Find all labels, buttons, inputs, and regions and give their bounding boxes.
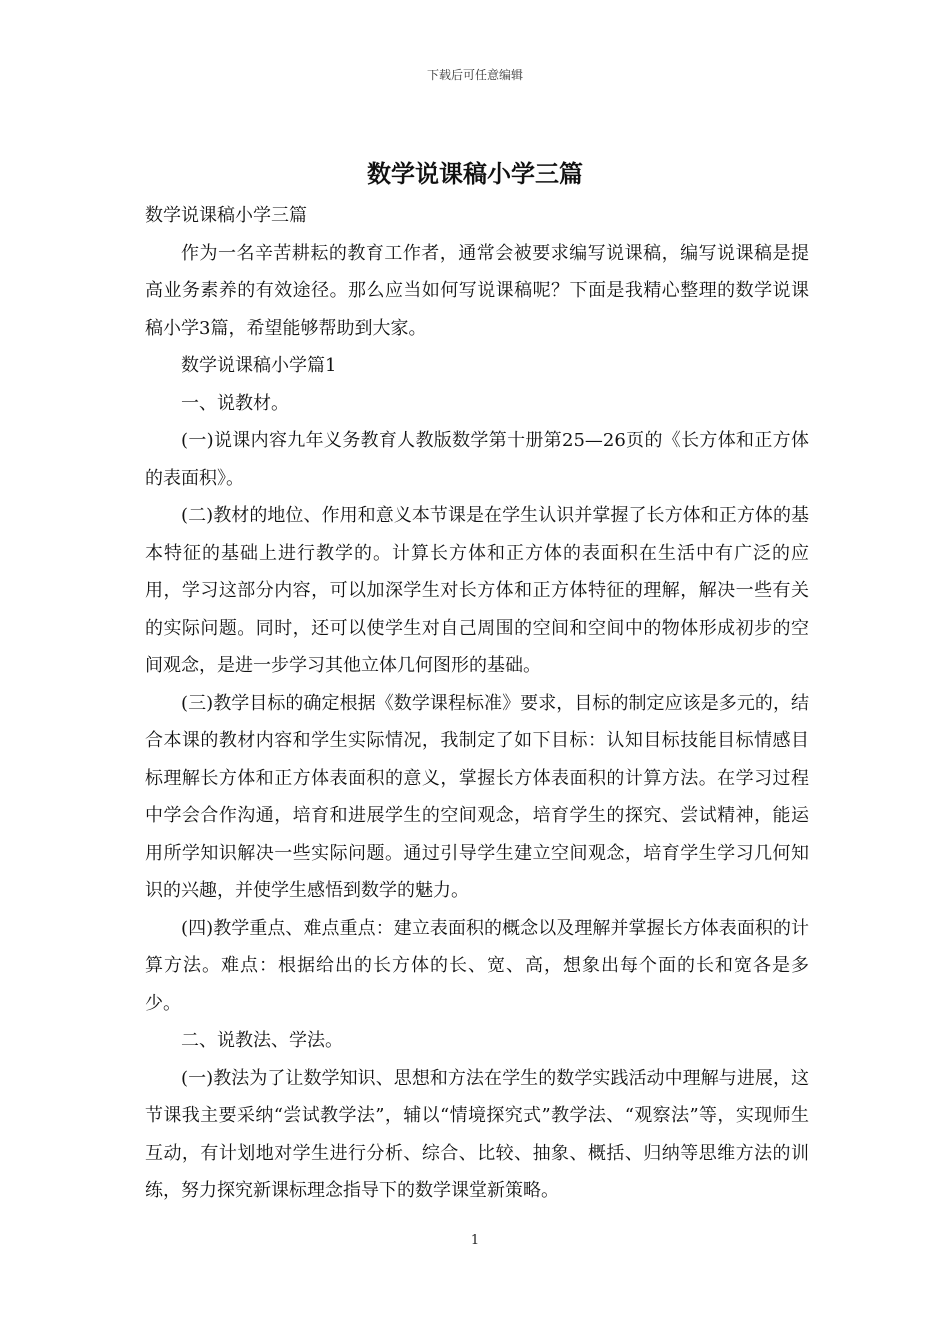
- body-paragraph: (一)教法为了让数学知识、思想和方法在学生的数学实践活动中理解与进展，这节课我主要采纳“尝试教学法”，辅以“情境探究式”教学法、“观察法”等，实现师生互动，有计划地对学生进行分析、综合、比较、抽象、概括、归纳等思维方法的训练，努力探究新课标理念指导下的数学课堂新策略。: [145, 1067, 809, 1201]
- document-title: 数学说课稿小学三篇: [367, 159, 583, 188]
- body-paragraph: 一、说教材。: [181, 392, 289, 414]
- body-paragraph: (一)说课内容九年义务教育人教版数学第十册第25—26页的《长方体和正方体的表面积》。: [145, 430, 809, 489]
- body-paragraph: 数学说课稿小学篇1: [181, 355, 337, 376]
- document-body: [145, 197, 809, 1210]
- body-paragraph: (四)教学重点、难点重点：建立表面积的概念以及理解并掌握长方体表面积的计算方法。难点：根据给出的长方体的长、宽、高，想象出每个面的长和宽各是多少。: [145, 917, 809, 1014]
- body-paragraph: (二)教材的地位、作用和意义本节课是在学生认识并掌握了长方体和正方体的基本特征的基础上进行教学的。计算长方体和正方体的表面积在生活中有广泛的应用，学习这部分内容，可以加深学生对长方体和正方体特征的理解，解决一些有关的实际问题。同时，还可以使学生对自己周围的空间和空间中的物体形成初步的空间观念，是进一步学习其他立体几何图形的基础。: [145, 505, 809, 676]
- body-paragraph: (三)教学目标的确定根据《数学课程标准》要求，目标的制定应该是多元的，结合本课的教材内容和学生实际情况，我制定了如下目标：认知目标技能目标情感目标理解长方体和正方体表面积的意义，掌握长方体表面积的计算方法。在学习过程中学会合作沟通，培育和进展学生的空间观念，培育学生的探究、尝试精神，能运用所学知识解决一些实际问题。通过引导学生建立空间观念，培育学生学习几何知识的兴趣，并使学生感悟到数学的魅力。: [145, 692, 809, 901]
- body-paragraph: 二、说教法、学法。: [181, 1030, 343, 1051]
- subtitle-line: 数学说课稿小学三篇: [145, 205, 307, 226]
- page-header: 下载后可任意编辑: [426, 68, 523, 82]
- body-paragraph: 作为一名辛苦耕耘的教育工作者，通常会被要求编写说课稿，编写说课稿是提高业务素养的有效途径。那么应当如何写说课稿呢？下面是我精心整理的数学说课稿小学3篇，希望能够帮助到大家。: [145, 242, 809, 339]
- page-number: 1: [470, 1233, 480, 1248]
